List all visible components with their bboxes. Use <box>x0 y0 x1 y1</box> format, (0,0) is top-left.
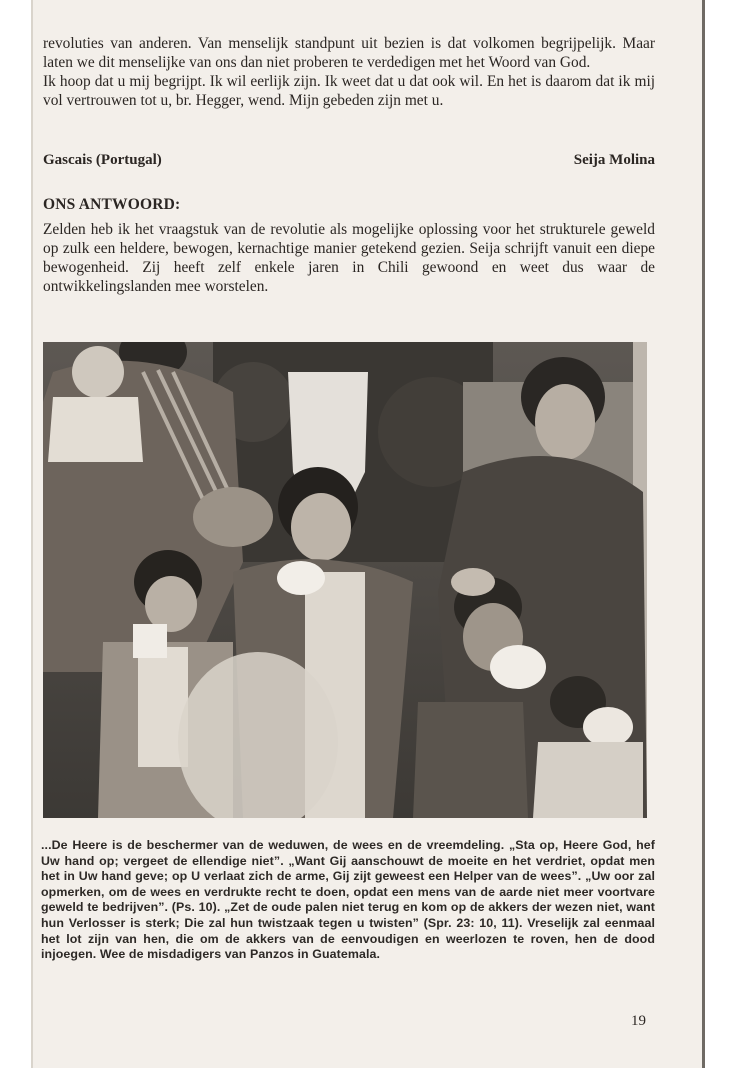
letter-text <box>43 34 655 110</box>
page-number: 19 <box>631 1013 646 1029</box>
book-page <box>31 0 705 1068</box>
photograph <box>43 342 647 818</box>
letter-paragraph-2: Ik hoop dat u mij begrijpt. Ik wil eerlijk zijn. Ik weet dat u dat ook wil. En het is daarom dat ik mij vol vertrouwen tot u, br. Hegger, wend. Mijn gebeden zijn met u. <box>43 73 655 109</box>
signature-line <box>43 152 655 169</box>
photo-caption: ...De Heere is de beschermer van de weduwen, de wees en de vreemdeling. „Sta op, Heere God, hef Uw hand op; vergeet de ellendige niet”. „Want Gij aanschouwt de moeite en het verdriet, opdat men het in Uw hand geve; op U verlaat zich de arme, Gij zijt geweest een Helper van de wees”. „Uw oor zal opmerken, om de wees en verdrukte recht te doen, opdat een mens van de aarde niet meer voortvare geweld te bedrijven”. (Ps. 10). „Zet de oude palen niet terug en kom op de akkers der wezen niet, want hun Verlosser is sterk; Die zal hun twistzaak tegen u twisten” (Spr. 23: 10, 11). Vreselijk zal eenmaal het lot zijn van hen, die om de akkers van de eenvoudigen en weerlozen te roven, hen de dood injoegen. Wee de misdadigers van Panzos in Guatemala. <box>41 838 655 962</box>
answer-heading: ONS ANTWOORD: <box>43 196 181 213</box>
answer-paragraph: Zelden heb ik het vraagstuk van de revolutie als mogelijke oplossing voor het strukturele geweld op zulk een heldere, bewogen, kernachtige manier getekend gezien. Seija schrijft vanuit een diepe bewogenheid. Zij heeft zelf enkele jaren in Chili gewoond en weet dus waar de ontwikkelingslanden mee worstelen. <box>43 221 655 295</box>
photograph-illustration <box>43 342 647 818</box>
letter-paragraph-1: revoluties van anderen. Van menselijk standpunt uit bezien is dat volkomen begrijpelijk. Maar laten we dit menselijke van ons dan niet proberen te verdedigen met het Woord van God. <box>43 35 655 71</box>
answer-text <box>43 220 655 296</box>
signature-author: Seija Molina <box>573 152 655 168</box>
signature-place: Gascais (Portugal) <box>43 152 162 168</box>
